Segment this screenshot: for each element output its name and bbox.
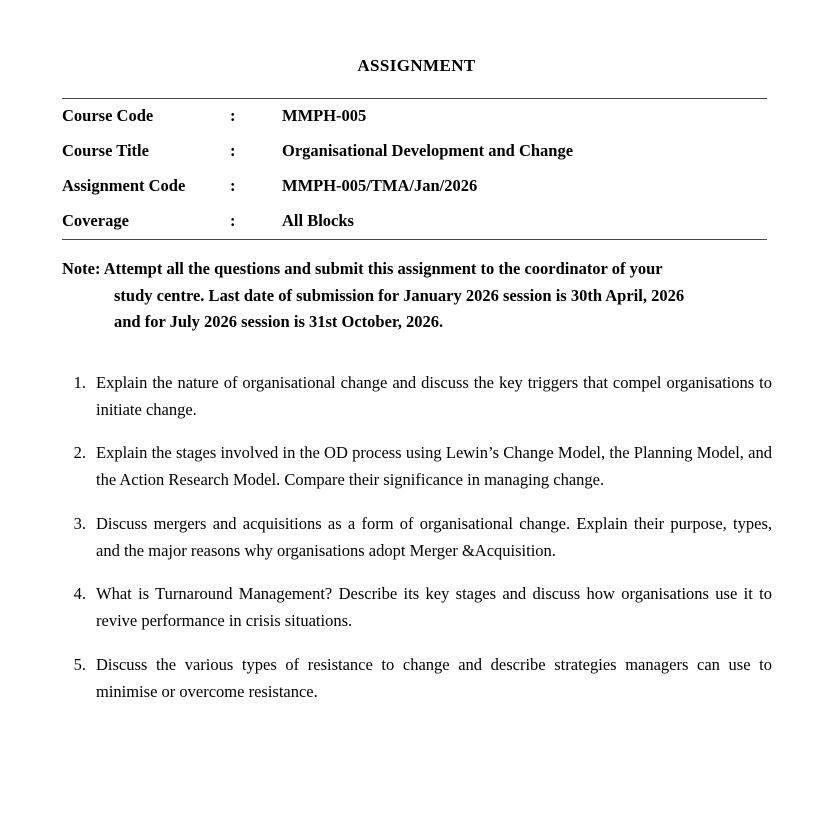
question-number: 4. (73, 584, 86, 604)
coverage-value: All Blocks (282, 210, 354, 230)
assignment-page (0, 56, 833, 837)
table-row (62, 99, 767, 134)
question-text: Discuss the various types of resistance to change and describe strategies managers can use to minimise or overcome resistance. (96, 654, 772, 701)
list-item (62, 581, 772, 634)
question-text: Explain the nature of organisational change and discuss the key triggers that compel organisations to initiate change. (96, 373, 772, 419)
course-title-value: Organisational Development and Change (282, 140, 574, 160)
assignment-code-colon: : (230, 175, 236, 195)
course-code-colon: : (230, 106, 236, 125)
list-item (62, 440, 772, 493)
list-item (62, 652, 772, 705)
list-item (62, 370, 772, 423)
course-code-value: MMPH-005 (282, 106, 367, 125)
questions-list (62, 370, 772, 705)
note-line-1: Note: Attempt all the questions and submit this assignment to the coordinator of your (62, 258, 663, 278)
assignment-code-label: Assignment Code (62, 175, 186, 195)
page-title: ASSIGNMENT (357, 56, 476, 75)
list-item (62, 511, 772, 564)
table-row (62, 134, 767, 169)
question-text: Explain the stages involved in the OD process using Lewin’s Change Model, the Planning Model, and the Action Research Model. Compare their significance in managing change. (96, 443, 772, 490)
note-line-3: and for July 2026 session is 31st October, 2026. (114, 312, 444, 332)
table-row (62, 169, 767, 204)
note-line-2: study centre. Last date of submission for January 2026 session is 30th April, 2026 (114, 285, 685, 305)
coverage-colon: : (230, 210, 236, 230)
table-row (62, 204, 767, 239)
assignment-code-value: MMPH-005/TMA/Jan/2026 (282, 175, 478, 195)
question-number: 1. (73, 373, 86, 393)
coverage-label: Coverage (62, 210, 129, 230)
submission-note (62, 256, 767, 336)
question-number: 5. (73, 654, 86, 674)
course-details-table (62, 98, 767, 240)
course-title-colon: : (230, 140, 236, 160)
question-text: What is Turnaround Management? Describe its key stages and discuss how organisations use it to revive performance in crisis situations. (96, 584, 772, 631)
course-title-label: Course Title (62, 140, 149, 160)
question-text: Discuss mergers and acquisitions as a form of organisational change. Explain their purpose, types, and the major reasons why organisations adopt Merger &Acquisition. (96, 513, 772, 560)
course-code-label: Course Code (62, 106, 154, 125)
question-number: 3. (73, 513, 86, 533)
question-number: 2. (73, 443, 86, 463)
